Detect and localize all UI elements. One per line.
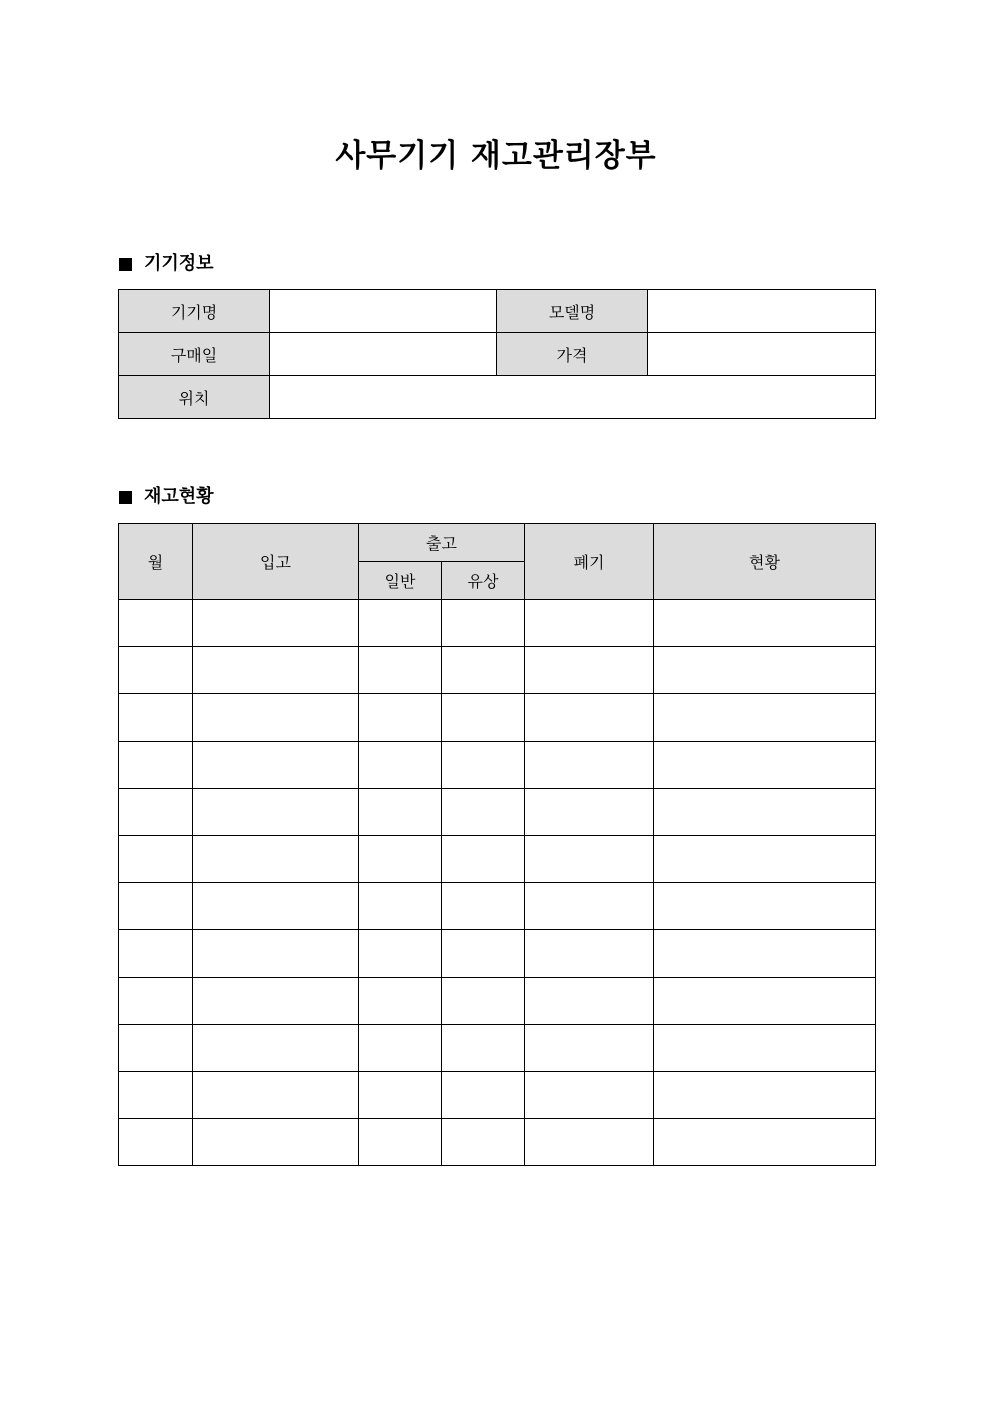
stock-cell-general[interactable] [359,1119,442,1166]
column-header-disposal: 폐기 [525,524,654,600]
document-title: 사무기기 재고관리장부 [335,138,657,174]
stock-cell-general[interactable] [359,835,442,882]
price-field[interactable] [648,333,876,376]
stock-cell-month[interactable] [119,600,193,647]
stock-table-body [119,600,876,1166]
stock-cell-paid[interactable] [442,600,525,647]
stock-cell-disposal[interactable] [525,883,654,930]
device-info-table [118,289,876,419]
stock-cell-incoming[interactable] [193,1071,359,1118]
stock-cell-paid[interactable] [442,694,525,741]
stock-cell-status[interactable] [654,1071,876,1118]
stock-cell-disposal[interactable] [525,835,654,882]
column-header-status: 현황 [654,524,876,600]
stock-cell-status[interactable] [654,835,876,882]
stock-cell-paid[interactable] [442,835,525,882]
purchase-date-field[interactable] [270,333,497,376]
stock-cell-disposal[interactable] [525,647,654,694]
table-row [119,1119,876,1166]
purchase-date-label: 구매일 [119,333,270,376]
stock-cell-incoming[interactable] [193,741,359,788]
stock-cell-incoming[interactable] [193,1024,359,1071]
stock-cell-paid[interactable] [442,883,525,930]
header-row [119,524,876,562]
stock-cell-month[interactable] [119,788,193,835]
stock-cell-status[interactable] [654,930,876,977]
table-row [119,788,876,835]
section-heading-label: 기기정보 [144,253,214,274]
table-row [119,600,876,647]
stock-cell-month[interactable] [119,1119,193,1166]
price-label: 가격 [497,333,648,376]
stock-cell-disposal[interactable] [525,600,654,647]
stock-cell-general[interactable] [359,1071,442,1118]
location-field[interactable] [270,376,876,419]
stock-cell-status[interactable] [654,788,876,835]
table-row [119,977,876,1024]
stock-cell-status[interactable] [654,1119,876,1166]
stock-cell-incoming[interactable] [193,694,359,741]
stock-cell-paid[interactable] [442,1071,525,1118]
stock-cell-incoming[interactable] [193,647,359,694]
stock-cell-disposal[interactable] [525,977,654,1024]
location-label: 위치 [119,376,270,419]
table-row [119,694,876,741]
table-row [119,930,876,977]
stock-cell-status[interactable] [654,741,876,788]
stock-cell-general[interactable] [359,1024,442,1071]
stock-cell-month[interactable] [119,694,193,741]
table-row [119,835,876,882]
stock-cell-month[interactable] [119,1071,193,1118]
column-header-outgoing-paid: 유상 [442,562,525,600]
stock-cell-status[interactable] [654,1024,876,1071]
device-name-field[interactable] [270,290,497,333]
stock-cell-status[interactable] [654,647,876,694]
stock-cell-incoming[interactable] [193,600,359,647]
stock-cell-month[interactable] [119,883,193,930]
stock-cell-incoming[interactable] [193,788,359,835]
model-name-label: 모델명 [497,290,648,333]
stock-cell-paid[interactable] [442,788,525,835]
stock-cell-month[interactable] [119,930,193,977]
stock-cell-paid[interactable] [442,1024,525,1071]
stock-cell-month[interactable] [119,835,193,882]
stock-cell-paid[interactable] [442,977,525,1024]
info-row [119,290,876,333]
section-heading-label: 재고현황 [144,486,214,507]
stock-cell-general[interactable] [359,977,442,1024]
device-name-label: 기기명 [119,290,270,333]
stock-cell-status[interactable] [654,600,876,647]
stock-cell-status[interactable] [654,977,876,1024]
stock-cell-general[interactable] [359,788,442,835]
stock-cell-paid[interactable] [442,1119,525,1166]
stock-cell-disposal[interactable] [525,1024,654,1071]
stock-cell-incoming[interactable] [193,883,359,930]
column-header-incoming: 입고 [193,524,359,600]
stock-cell-incoming[interactable] [193,930,359,977]
stock-cell-month[interactable] [119,977,193,1024]
stock-status-table [118,523,876,1166]
table-row [119,741,876,788]
stock-cell-disposal[interactable] [525,1119,654,1166]
column-header-outgoing-general: 일반 [359,562,442,600]
stock-cell-status[interactable] [654,883,876,930]
column-header-month: 월 [119,524,193,600]
stock-cell-paid[interactable] [442,647,525,694]
stock-cell-month[interactable] [119,1024,193,1071]
stock-cell-status[interactable] [654,694,876,741]
stock-cell-disposal[interactable] [525,1071,654,1118]
stock-cell-disposal[interactable] [525,741,654,788]
info-row [119,376,876,419]
stock-cell-general[interactable] [359,647,442,694]
stock-cell-general[interactable] [359,883,442,930]
stock-cell-incoming[interactable] [193,977,359,1024]
table-row [119,647,876,694]
stock-cell-disposal[interactable] [525,694,654,741]
stock-cell-month[interactable] [119,741,193,788]
stock-cell-general[interactable] [359,600,442,647]
black-square-icon [119,258,132,271]
info-row [119,333,876,376]
stock-cell-month[interactable] [119,647,193,694]
table-row [119,1024,876,1071]
table-row [119,1071,876,1118]
stock-cell-incoming[interactable] [193,835,359,882]
stock-cell-disposal[interactable] [525,930,654,977]
stock-cell-paid[interactable] [442,741,525,788]
column-header-outgoing: 출고 [359,524,525,562]
black-square-icon [119,491,132,504]
stock-cell-general[interactable] [359,694,442,741]
stock-cell-general[interactable] [359,930,442,977]
stock-cell-general[interactable] [359,741,442,788]
table-row [119,883,876,930]
stock-cell-disposal[interactable] [525,788,654,835]
stock-cell-paid[interactable] [442,930,525,977]
stock-cell-incoming[interactable] [193,1119,359,1166]
model-name-field[interactable] [648,290,876,333]
section-heading-device-info [119,252,214,276]
section-heading-stock-status [119,485,214,509]
